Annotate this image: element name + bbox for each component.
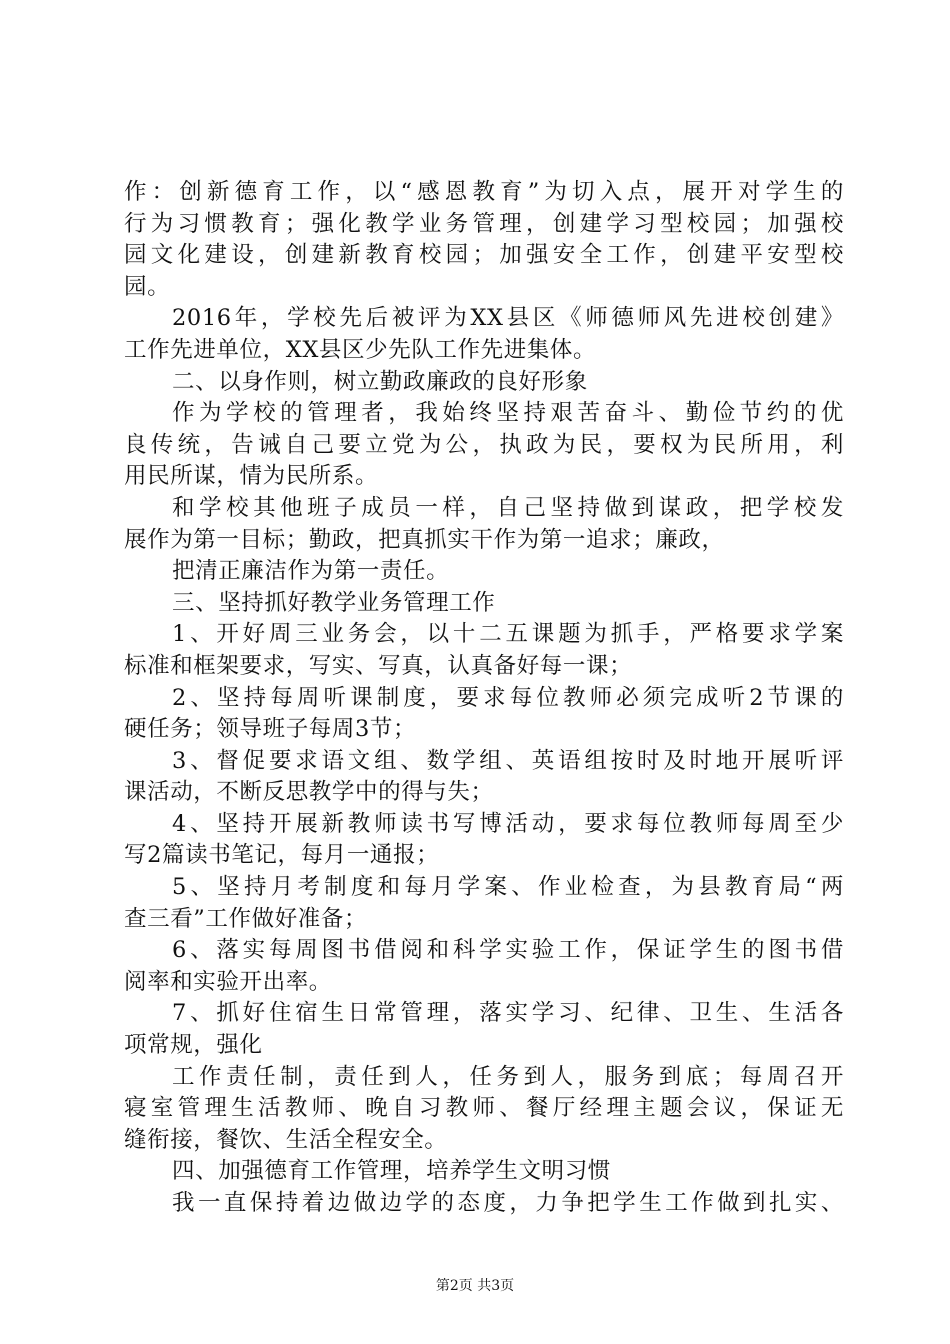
text-line: 4、坚持开展新教师读书写博活动，要求每位教师每周至少 [172, 810, 844, 837]
text-line: 和学校其他班子成员一样，自己坚持做到谋政，把学校发 [172, 494, 844, 521]
text-line: 7、抓好住宿生日常管理，落实学习、纪律、卫生、生活各 [172, 1000, 844, 1027]
text-line: 二、以身作则，树立勤政廉政的良好形象 [172, 368, 588, 395]
text-line: 标准和框架要求，写实、写真，认真备好每一课； [124, 652, 633, 679]
text-line: 良传统，告诫自己要立党为公，执政为民，要权为民所用，利 [124, 431, 844, 458]
text-line: 作为学校的管理者，我始终坚持艰苦奋斗、勤俭节约的优 [172, 400, 844, 427]
text-line: 四、加强德育工作管理，培养学生文明习惯 [172, 1158, 611, 1185]
text-line: 用民所谋，情为民所系。 [124, 463, 379, 490]
document-body [124, 177, 844, 1220]
text-line: 写2篇读书笔记，每月一通报； [124, 842, 440, 869]
text-line: 硬任务；领导班子每周3节； [124, 716, 417, 743]
text-line: 查三看”工作做好准备； [124, 905, 368, 932]
text-line: 作：创新德育工作，以“感恩教育”为切入点，展开对学生的 [124, 179, 844, 205]
text-line: 2、坚持每周听课制度，要求每位教师必须完成听2节课的 [172, 684, 844, 711]
text-line: 缝衔接，餐饮、生活全程安全。 [124, 1126, 448, 1153]
text-line: 三、坚持抓好教学业务管理工作 [172, 589, 496, 616]
text-line: 5、坚持月考制度和每月学案、作业检查，为县教育局“两 [172, 874, 844, 901]
text-line: 项常规，强化 [124, 1032, 263, 1059]
text-line: 阅率和实验开出率。 [124, 968, 332, 995]
text-line: 展作为第一目标；勤政，把真抓实干作为第一追求；廉政， [124, 526, 725, 553]
text-line: 园文化建设，创建新教育校园；加强安全工作，创建平安型校 [124, 242, 844, 269]
text-line: 把清正廉洁作为第一责任。 [172, 558, 450, 585]
page-footer: 第2页 共3页 [435, 1278, 515, 1294]
text-line: 课活动，不断反思教学中的得与失； [124, 779, 494, 806]
text-line: 我一直保持着边做边学的态度，力争把学生工作做到扎实、 [172, 1190, 844, 1216]
text-line: 园。 [124, 273, 171, 300]
text-line: 3、督促要求语文组、数学组、英语组按时及时地开展听评 [172, 747, 844, 774]
text-line: 工作责任制，责任到人，任务到人，服务到底；每周召开 [172, 1063, 844, 1090]
text-line: 2016年，学校先后被评为XX县区《师德师风先进校创建》 [172, 305, 844, 332]
text-line: 寝室管理生活教师、晚自习教师、餐厅经理主题会议，保证无 [124, 1095, 844, 1122]
text-line: 1、开好周三业务会，以十二五课题为抓手，严格要求学案 [172, 621, 844, 648]
text-line: 行为习惯教育；强化教学业务管理，创建学习型校园；加强校 [124, 210, 844, 237]
text-line: 工作先进单位，XX县区少先队工作先进集体。 [124, 336, 597, 363]
text-line: 6、落实每周图书借阅和科学实验工作，保证学生的图书借 [172, 937, 844, 964]
